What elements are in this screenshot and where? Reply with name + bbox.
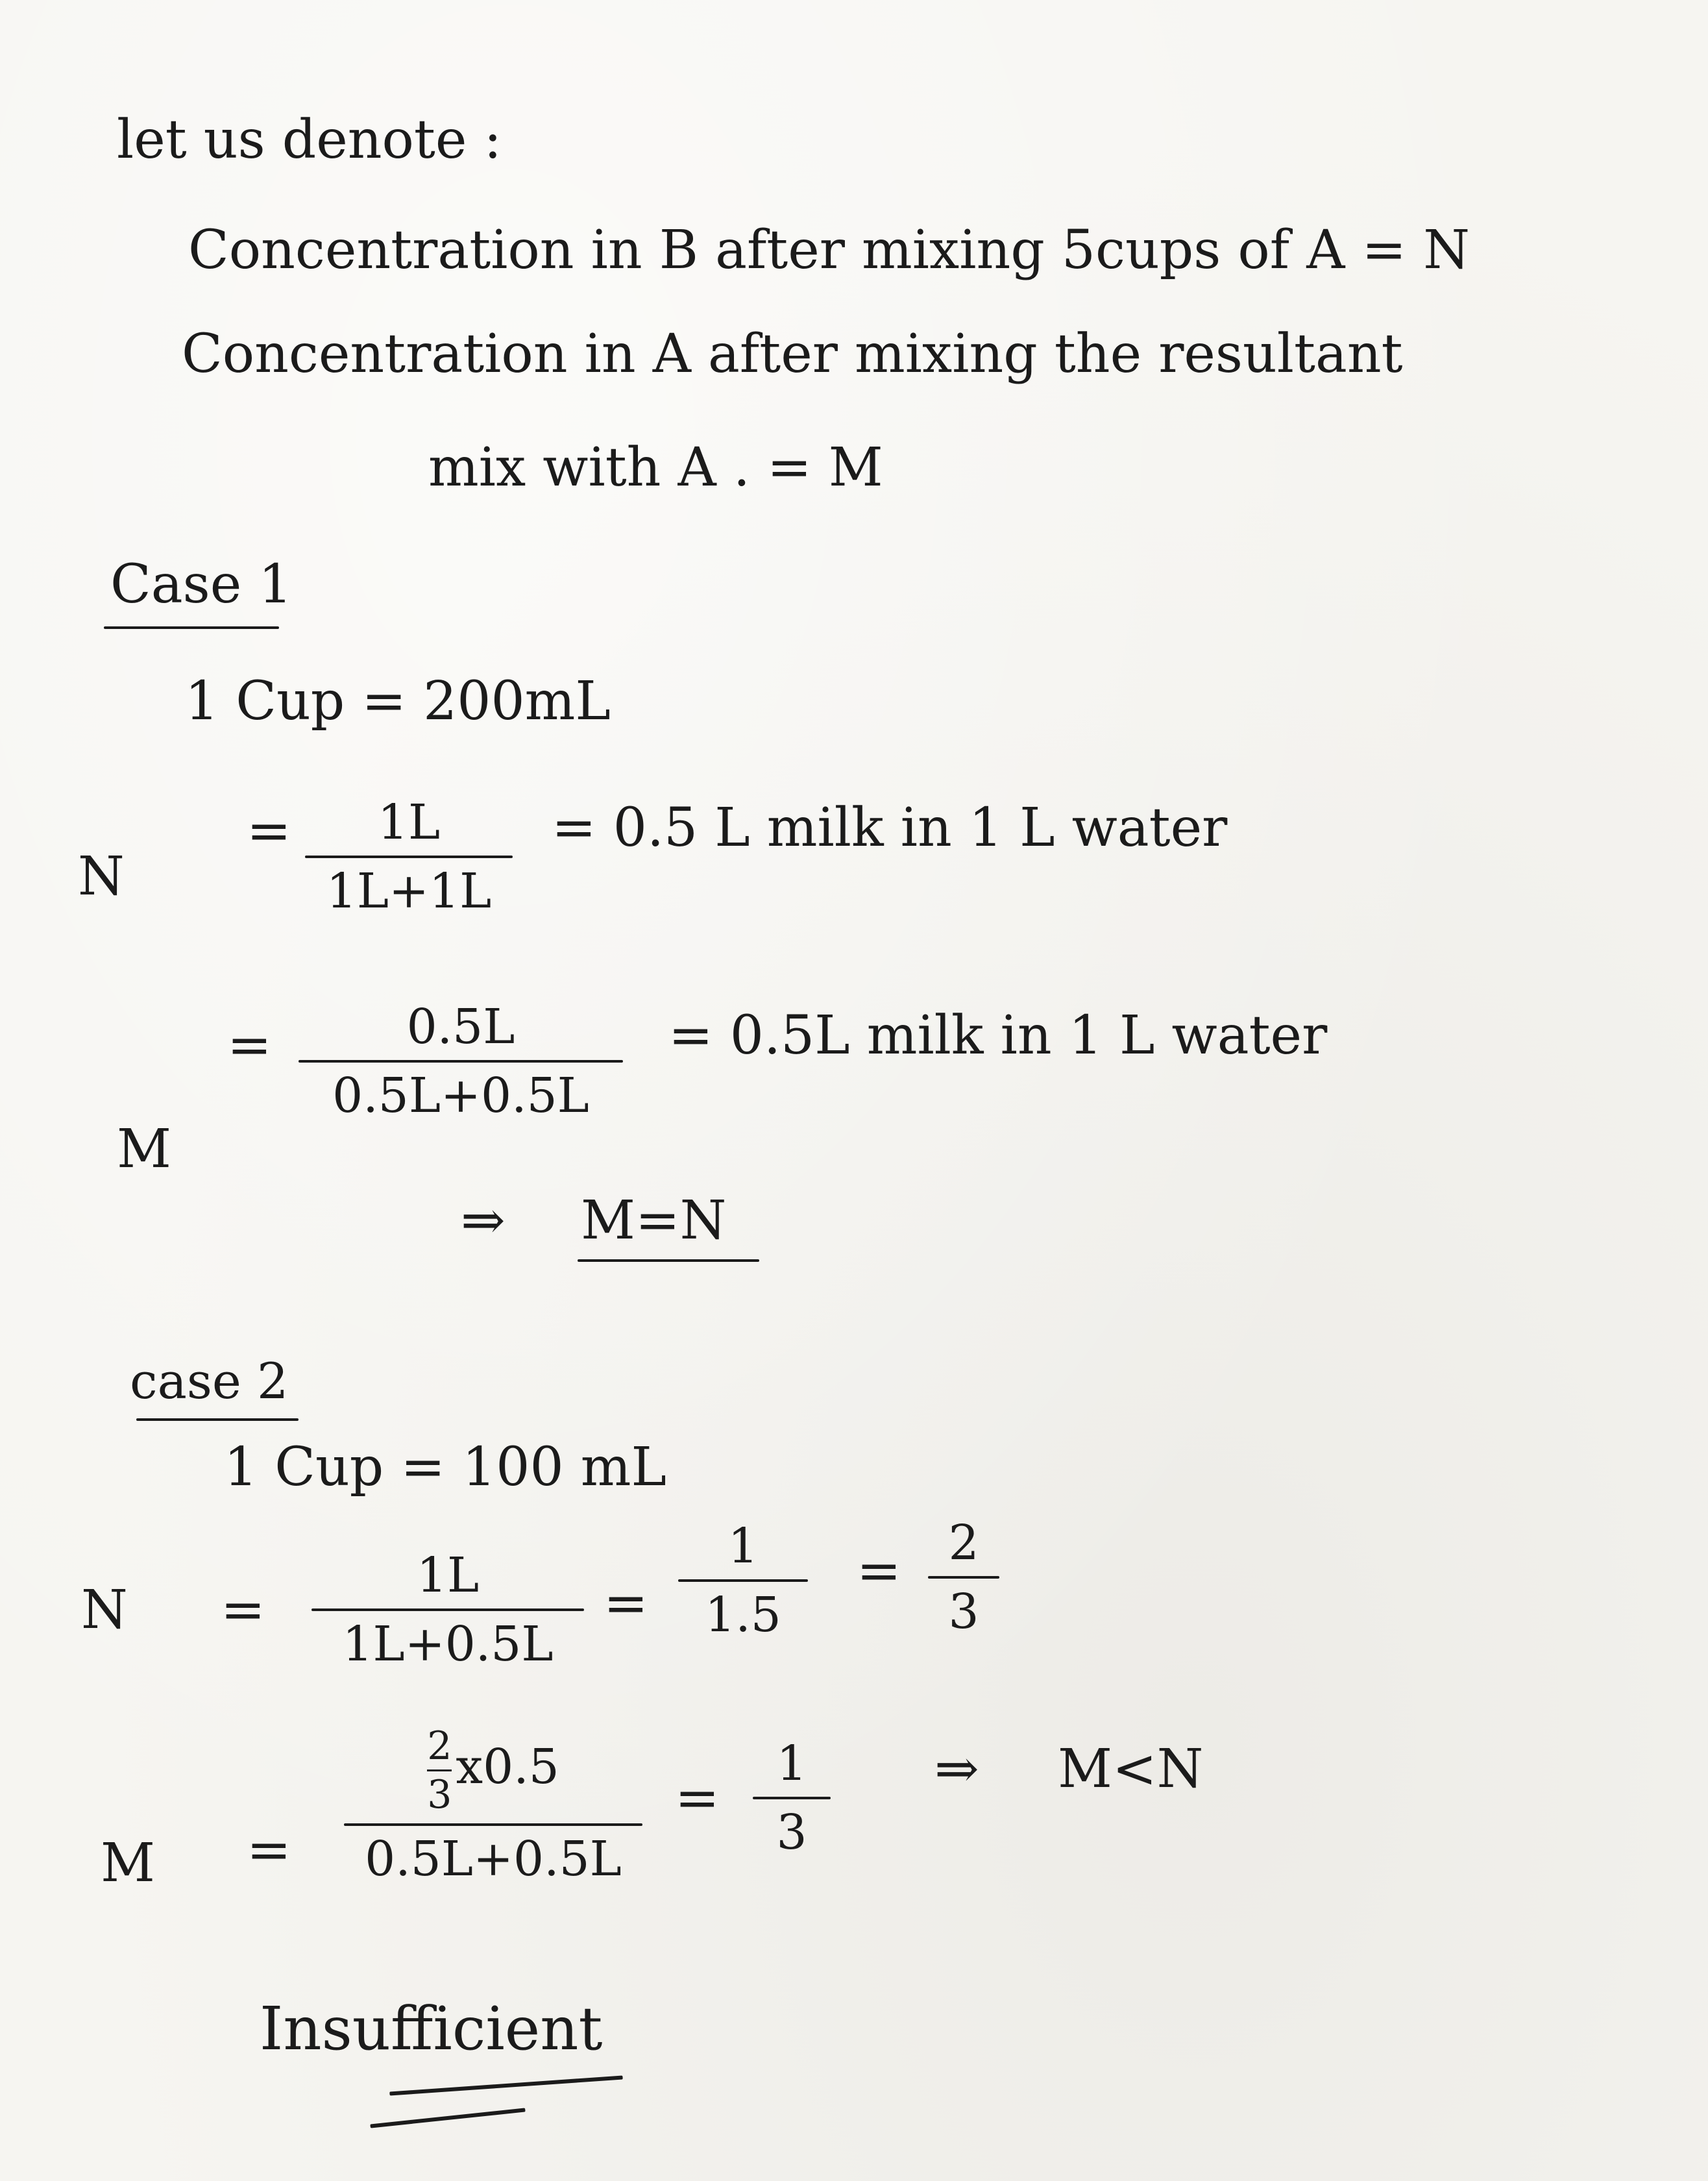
case1-n-label: N bbox=[78, 846, 125, 907]
case2-n-numerator: 1L bbox=[416, 1547, 480, 1603]
case1-n-denominator: 1L+1L bbox=[326, 863, 492, 919]
case2-conclusion: M<N bbox=[1058, 1738, 1204, 1800]
fraction-bar bbox=[678, 1579, 808, 1582]
fraction-bar bbox=[299, 1060, 623, 1063]
case1-cup: 1 Cup = 200mL bbox=[185, 671, 611, 732]
case2-n3-numerator: 2 bbox=[948, 1515, 979, 1571]
case2-n3-fraction bbox=[928, 1515, 999, 1640]
fraction-bar bbox=[305, 856, 513, 858]
case2-n-denominator: 1L+0.5L bbox=[342, 1616, 554, 1672]
case2-n2-numerator: 1 bbox=[727, 1518, 759, 1574]
intro-line-2: Concentration in A after mixing the resultant bbox=[182, 323, 1403, 385]
intro-line-1: Concentration in B after mixing 5cups of A = N bbox=[188, 219, 1470, 281]
case1-n-fraction bbox=[305, 795, 513, 919]
case1-n-eq: = bbox=[247, 800, 291, 862]
case1-n-numerator: 1L bbox=[377, 795, 441, 850]
case2-m-inner-numerator: 2 bbox=[427, 1723, 452, 1769]
case2-n2-denominator: 1.5 bbox=[705, 1587, 781, 1643]
case1-arrow: ⇒ bbox=[461, 1190, 506, 1251]
case2-n-eq2: = bbox=[604, 1573, 648, 1634]
case2-n2-fraction bbox=[678, 1518, 808, 1643]
case1-m-result: = 0.5L milk in 1 L water bbox=[668, 1005, 1328, 1066]
case1-m-numerator: 0.5L bbox=[406, 999, 515, 1055]
case2-m-fraction bbox=[344, 1723, 642, 1887]
case2-n-eq3: = bbox=[857, 1540, 901, 1602]
case1-title-underline bbox=[104, 626, 279, 629]
case1-m-fraction bbox=[299, 999, 623, 1124]
case2-m-label: M bbox=[101, 1832, 155, 1894]
fraction-bar bbox=[344, 1823, 642, 1826]
case2-n-label: N bbox=[81, 1579, 128, 1641]
intro-line-3: mix with A . = M bbox=[428, 437, 883, 499]
case2-title: case 2 bbox=[130, 1352, 289, 1410]
case2-m2-fraction bbox=[753, 1736, 831, 1860]
intro-heading: let us denote : bbox=[117, 109, 502, 171]
fraction-bar bbox=[311, 1608, 584, 1611]
case1-n-result: = 0.5 L milk in 1 L water bbox=[552, 797, 1228, 859]
case2-m-inner-fraction bbox=[427, 1723, 452, 1818]
case2-n-fraction bbox=[311, 1547, 584, 1672]
case1-title: Case 1 bbox=[110, 554, 293, 615]
case1-conclusion: M=N bbox=[581, 1190, 727, 1251]
case2-n-eq1: = bbox=[221, 1579, 265, 1641]
case2-m-inner-denominator: 3 bbox=[427, 1772, 452, 1818]
final-underline-1 bbox=[389, 2075, 623, 2095]
fraction-bar bbox=[427, 1769, 452, 1771]
case2-title-underline bbox=[136, 1418, 299, 1421]
final-underline-2 bbox=[370, 2108, 525, 2128]
case1-m-label: M bbox=[117, 1118, 171, 1180]
case2-m-eq1: = bbox=[247, 1819, 291, 1881]
final-answer: Insufficient bbox=[260, 1994, 603, 2064]
case1-m-eq: = bbox=[227, 1015, 272, 1076]
case2-n3-denominator: 3 bbox=[948, 1584, 979, 1640]
case2-arrow: ⇒ bbox=[934, 1738, 979, 1800]
case2-m-denominator: 0.5L+0.5L bbox=[365, 1831, 622, 1887]
case2-cup: 1 Cup = 100 mL bbox=[224, 1436, 666, 1498]
case2-m-numerator bbox=[427, 1723, 559, 1818]
fraction-bar bbox=[928, 1576, 999, 1579]
case1-conclusion-underline bbox=[578, 1259, 759, 1262]
case2-m-eq2: = bbox=[675, 1768, 720, 1829]
case2-m2-denominator: 3 bbox=[776, 1805, 807, 1860]
case1-m-denominator: 0.5L+0.5L bbox=[332, 1068, 589, 1124]
fraction-bar bbox=[753, 1797, 831, 1799]
case2-m-times: x0.5 bbox=[456, 1738, 559, 1795]
case2-m2-numerator: 1 bbox=[776, 1736, 807, 1792]
